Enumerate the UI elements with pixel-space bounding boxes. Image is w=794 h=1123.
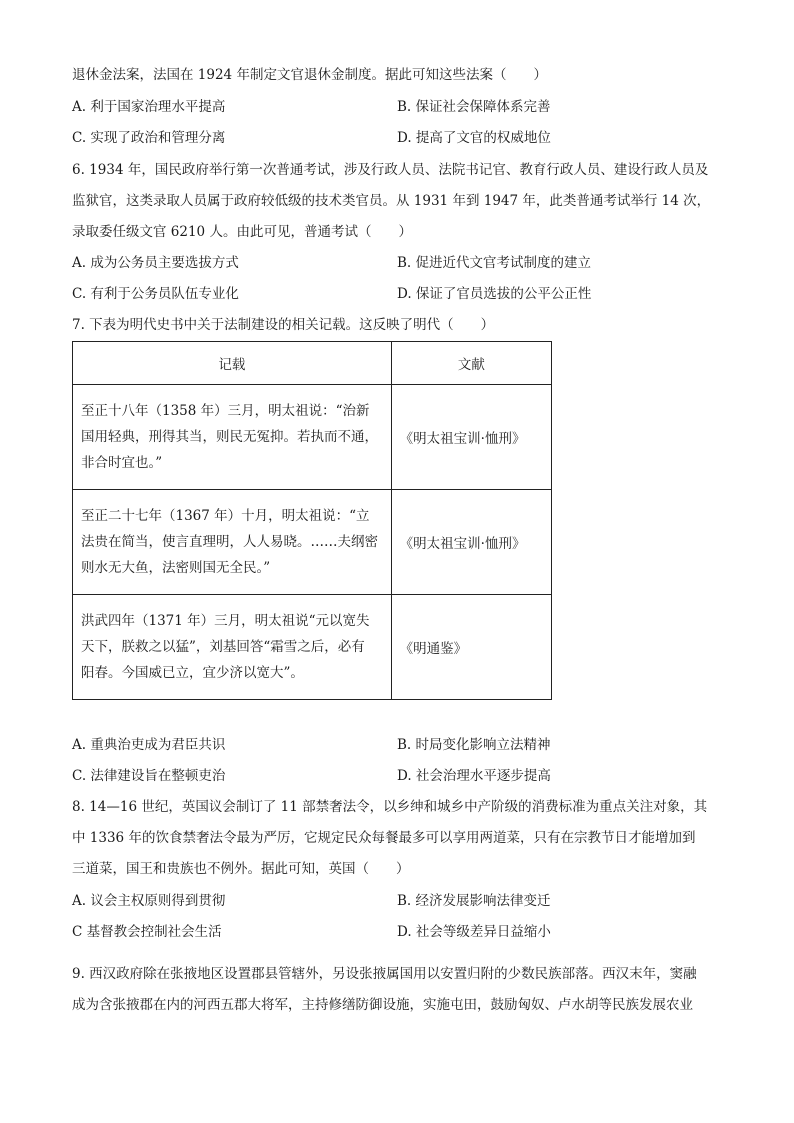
record-line: 则水无大鱼，法密则国无全民。” bbox=[81, 560, 271, 576]
q5-option-d: D. 提高了文官的权威地位 bbox=[397, 130, 551, 146]
q9-stem-line: 9. 西汉政府除在张掖地区设置郡县管辖外，另设张掖属国用以安置归附的少数民族部落。西汉末年，窦融 bbox=[72, 966, 697, 982]
q6-stem-line: 监狱官，这类录取人员属于政府较低级的技术类官员。从 1931 年到 1947 年，此类普通考试举行 14 次， bbox=[72, 193, 711, 209]
record-line: 洪武四年（1371 年）三月，明太祖说“元以宽失 bbox=[81, 613, 370, 629]
q5-option-b: B. 保证社会保障体系完善 bbox=[397, 99, 551, 115]
record-line: 至正十八年（1358 年）三月，明太祖说：“治新 bbox=[81, 403, 370, 419]
record-cell bbox=[73, 385, 392, 490]
records-table bbox=[72, 341, 552, 700]
q7-option-a: A. 重典治吏成为君臣共识 bbox=[72, 737, 226, 753]
record-cell bbox=[73, 595, 392, 700]
q8-option-d: D. 社会等级差异日益缩小 bbox=[397, 924, 551, 940]
q5-option-a: A. 利于国家治理水平提高 bbox=[72, 99, 226, 115]
record-line: 天下，朕救之以猛”，刘基回答“霜雪之后，必有 bbox=[81, 639, 365, 655]
record-line: 非合时宜也。” bbox=[81, 455, 163, 471]
table-header-row bbox=[73, 342, 552, 385]
q7-option-b: B. 时局变化影响立法精神 bbox=[397, 737, 551, 753]
q7-option-d: D. 社会治理水平逐步提高 bbox=[397, 768, 551, 784]
q9-stem-line: 成为含张掖郡在内的河西五郡大将军，主持修缮防御设施，实施屯田，鼓励匈奴、卢水胡等民族发展农业 bbox=[72, 997, 693, 1013]
q7-option-c: C. 法律建设旨在整顿吏治 bbox=[72, 768, 226, 784]
q6-stem-line: 录取委任级文官 6210 人。由此可见，普通考试（ ） bbox=[72, 224, 412, 240]
q6-option-b: B. 促进近代文官考试制度的建立 bbox=[397, 255, 592, 271]
record-line: 至正二十七年（1367 年）十月，明太祖说：“立 bbox=[81, 508, 370, 524]
record-line: 法贵在简当，使言直理明，人人易晓。……夫纲密 bbox=[81, 534, 378, 550]
q6-stem-line: 6. 1934 年，国民政府举行第一次普通考试，涉及行政人员、法院书记官、教育行政人员、建设行政人员及 bbox=[72, 162, 709, 178]
table-header-source: 文献 bbox=[391, 342, 551, 385]
q8-stem-line: 三道菜，国王和贵族也不例外。据此可知，英国（ ） bbox=[72, 861, 410, 877]
q8-option-c: C 基督教会控制社会生活 bbox=[72, 924, 222, 940]
table-row bbox=[73, 385, 552, 490]
table-header-record: 记载 bbox=[73, 342, 392, 385]
q8-option-b: B. 经济发展影响法律变迁 bbox=[397, 893, 551, 909]
table-row bbox=[73, 490, 552, 595]
source-cell: 《明通鉴》 bbox=[391, 595, 551, 700]
q6-option-a: A. 成为公务员主要选拔方式 bbox=[72, 255, 239, 271]
q6-option-c: C. 有利于公务员队伍专业化 bbox=[72, 286, 239, 302]
record-cell bbox=[73, 490, 392, 595]
q5-stem: 退休金法案，法国在 1924 年制定文官退休金制度。据此可知这些法案（ ） bbox=[72, 67, 547, 83]
record-line: 国用轻典，刑得其当，则民无冤抑。若执而不通， bbox=[81, 429, 378, 445]
q7-stem: 7. 下表为明代史书中关于法制建设的相关记载。这反映了明代（ ） bbox=[72, 317, 495, 333]
source-cell: 《明太祖宝训·恤刑》 bbox=[391, 490, 551, 595]
q8-stem-line: 中 1336 年的饮食禁奢法令最为严厉，它规定民众每餐最多可以享用两道菜，只有在宗教节日才能增加到 bbox=[72, 830, 696, 846]
q6-option-d: D. 保证了官员选拔的公平公正性 bbox=[397, 286, 592, 302]
table-row bbox=[73, 595, 552, 700]
record-line: 阳春。今国威已立，宜少济以宽大”。 bbox=[81, 665, 304, 681]
source-cell: 《明太祖宝训·恤刑》 bbox=[391, 385, 551, 490]
q8-stem-line: 8. 14—16 世纪，英国议会制订了 11 部禁奢法令，以乡绅和城乡中产阶级的消费标准为重点关注对象，其 bbox=[72, 799, 708, 815]
q5-option-c: C. 实现了政治和管理分离 bbox=[72, 130, 226, 146]
q8-option-a: A. 议会主权原则得到贯彻 bbox=[72, 893, 226, 909]
